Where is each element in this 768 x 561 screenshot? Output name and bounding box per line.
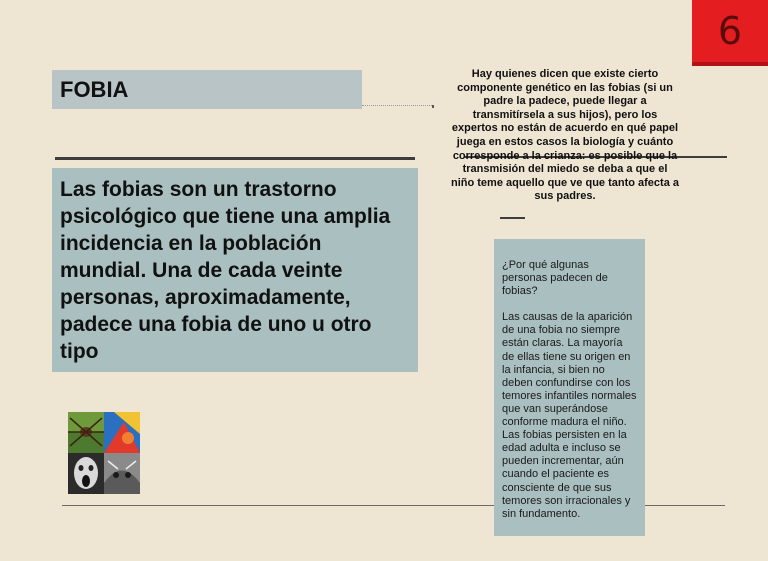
side-answer: Las causas de la aparición de una fobia no siempre están claras. La mayoría de ellas tiene su origen en la infancia, si bien no deben confundirse con los temores infantiles normales que van superándose conforme madura el niño. Las fobias persisten en la edad adulta e incluso se pueden incrementar, aún cuando el paciente es consciente de que sus temores son irracionales y sin fundamento.: [502, 311, 637, 520]
title-dotted-rule: [362, 105, 432, 106]
bottom-divider: [62, 505, 494, 506]
abstract-colors-icon: [104, 412, 140, 453]
lead-text-box: Las fobias son un trastorno psicológico que tiene una amplia incidencia en la población mundial. Una de cada veinte personas, aproximadamente, padece una fobia de uno u otro tipo: [52, 168, 418, 372]
spider-icon: [68, 412, 104, 453]
animal-eyes-icon: [104, 453, 140, 494]
short-divider: [500, 217, 525, 219]
page-number: 6: [717, 9, 743, 53]
phobia-image-collage: [68, 412, 140, 494]
screaming-face-icon: [68, 453, 104, 494]
page-number-badge: [692, 0, 768, 66]
quote-text: Hay quienes dicen que existe cierto componente genético en las fobias (si un padre la padece, puede llegar a transmitírsela a sus hijos), pero los expertos no están de acuerdo en qué papel juega en estos casos la biología y cuánto corresponde a la crianza: es posible que la transmisión del miedo se deba a que el niño teme aquello que ve que tanto afecta a sus padres.: [451, 68, 679, 203]
bottom-divider-right: [645, 505, 725, 506]
side-info-box: [494, 239, 645, 536]
divider-left: [55, 157, 415, 160]
page-title: FOBIA: [52, 70, 362, 109]
side-question: ¿Por qué algunas personas padecen de fobias?: [502, 259, 608, 298]
